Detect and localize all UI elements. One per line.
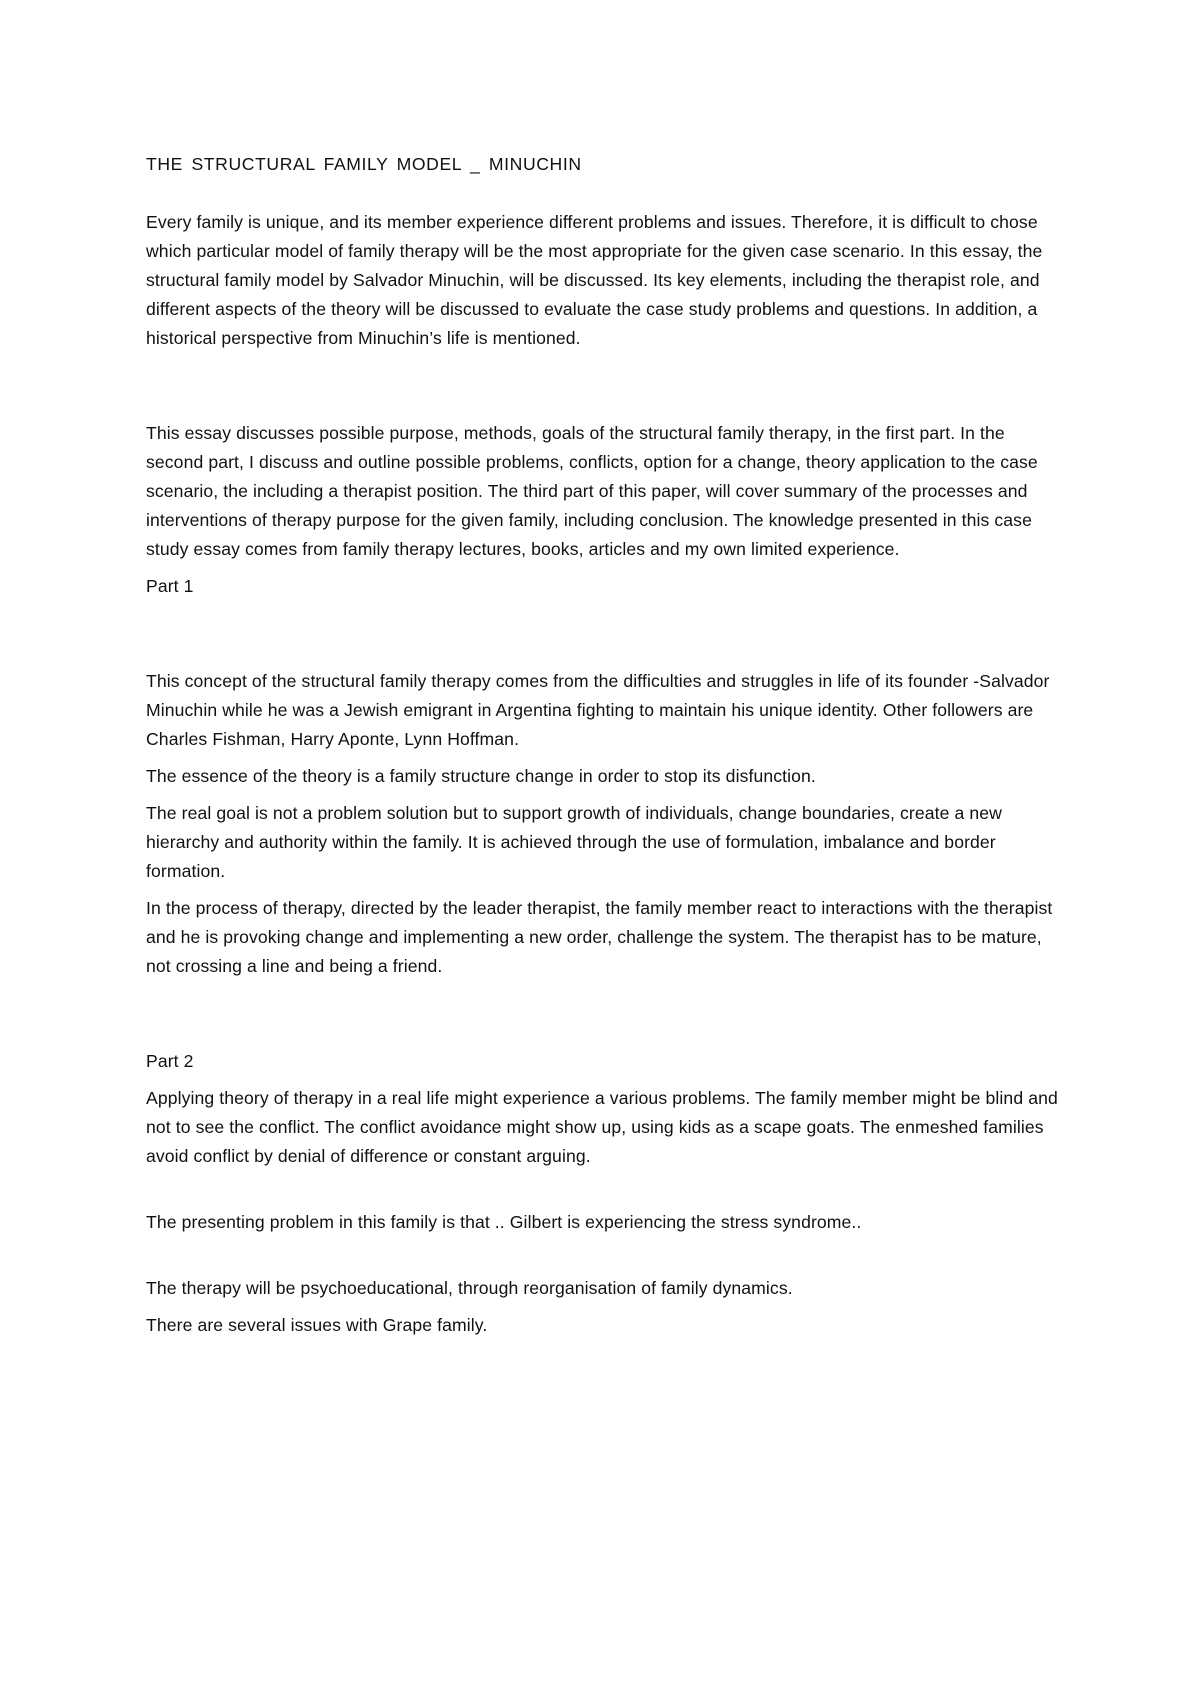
document-body <box>146 150 1066 1340</box>
part2-heading: Part 2 <box>146 1051 194 1071</box>
document-title: THE STRUCTURAL FAMILY MODEL _ MINUCHIN <box>146 154 582 174</box>
part2-paragraph: The presenting problem in this family is that .. Gilbert is experiencing the stress syndrome.. <box>146 1212 862 1232</box>
part1-heading: Part 1 <box>146 576 194 596</box>
outline-paragraph: This essay discusses possible purpose, methods, goals of the structural family therapy, in the first part. In the second part, I discuss and outline possible problems, conflicts, option for a change, theory application to the case scenario, the including a therapist position. The third part of this paper, will cover summary of the processes and interventions of therapy purpose for the given family, including conclusion. The knowledge presented in this case study essay comes from family therapy lectures, books, articles and my own limited experience. <box>146 423 1038 559</box>
intro-paragraph: Every family is unique, and its member experience different problems and issues. Therefore, it is difficult to chose which particular model of family therapy will be the most appropriate for the given case scenario. In this essay, the structural family model by Salvador Minuchin, will be discussed. Its key elements, including the therapist role, and different aspects of the theory will be discussed to evaluate the case study problems and questions. In addition, a historical perspective from Minuchin’s life is mentioned. <box>146 212 1043 348</box>
part1-paragraph: The real goal is not a problem solution but to support growth of individuals, change boundaries, create a new hierarchy and authority within the family. It is achieved through the use of formulation, imbalance and border formation. <box>146 803 1002 881</box>
part1-paragraph: This concept of the structural family therapy comes from the difficulties and struggles in life of its founder -Salvador Minuchin while he was a Jewish emigrant in Argentina fighting to maintain his unique identity. Other followers are Charles Fishman, Harry Aponte, Lynn Hoffman. <box>146 671 1050 749</box>
part1-paragraph: In the process of therapy, directed by the leader therapist, the family member react to interactions with the therapist and he is provoking change and implementing a new order, challenge the system. The therapist has to be mature, not crossing a line and being a friend. <box>146 898 1053 976</box>
part2-paragraph: There are several issues with Grape family. <box>146 1315 488 1335</box>
part2-paragraph: The therapy will be psychoeducational, through reorganisation of family dynamics. <box>146 1278 793 1298</box>
part1-paragraph: The essence of the theory is a family structure change in order to stop its disfunction. <box>146 766 816 786</box>
part2-paragraph: Applying theory of therapy in a real life might experience a various problems. The family member might be blind and not to see the conflict. The conflict avoidance might show up, using kids as a scape goats. The enmeshed families avoid conflict by denial of difference or constant arguing. <box>146 1088 1058 1166</box>
